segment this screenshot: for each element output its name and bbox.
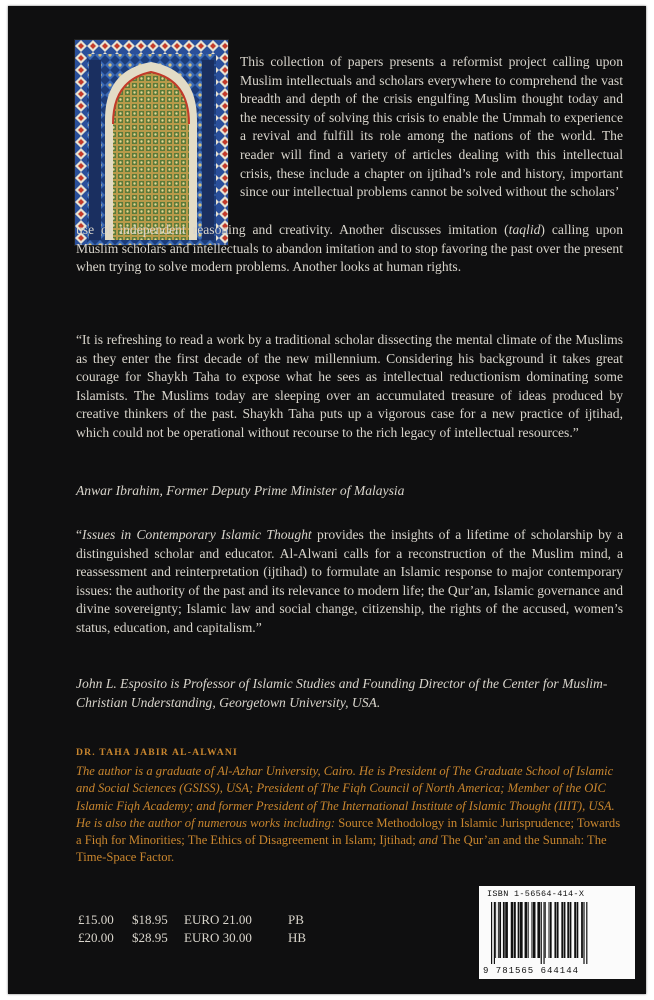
price-euro: EURO 21.00 xyxy=(184,912,252,927)
quote-text: provides the insights of a lifetime of scholarship by a distinguished scholar and educator. Al-Alwani calls for a reconstruction of the Muslim mind, a reassessment and reinterpretation (ijtihad) to formulate an Islamic response to major contemporary issues: the authority of the past and its relevance to modern life; the Qur’an, Islamic governance and divine sovereignty; Islamic law and social change, citizenship, the rights of the accused, women’s status, education, and capitalism.” xyxy=(76,527,623,635)
isbn-barcode xyxy=(479,886,635,979)
endorsement-quote-ibrahim: “It is refreshing to read a work by a traditional scholar dissecting the mental climate of the Muslims as they enter the first decade of the new millennium. Considering his background it takes great courage for Shaykh Taha to expose what he sees as intellectual reductionism dominating some Islamists. The Muslims today are sleeping over an accumulated treasure of ideas produced by creative thinkers of the past. Shaykh Taha puts up a vigorous case for a new practice of ijtihad, which could not be operational without recourse to the rich legacy of intellectual resources.” xyxy=(76,332,623,440)
book-title: Issues in Contemporary Islamic Thought xyxy=(82,527,312,542)
intro-paragraph-beside-image: This collection of papers presents a reformist project calling upon Muslim intellectuals and scholars everywhere to comprehend the vast breadth and depth of the crisis engulfing Muslim thought today and the necessity of solving this crisis to enable the Ummah to experience a revival and fulfill its role among the nations of the world. The reader will find a variety of articles dealing with this intellectual crisis, these include a chapter on ijtihad’s role and history, important since our intellectual problems cannot be solved without the scholars’ xyxy=(240,54,623,200)
isbn-number: 9 781565 644144 xyxy=(483,966,580,976)
endorsement-quote-esposito xyxy=(76,526,623,638)
price-gbp: £20.00 xyxy=(78,930,114,945)
endorsement-attribution-esposito: John L. Esposito is Professor of Islamic Studies and Founding Director of the Center for Muslim-Christian Understanding, Georgetown University, USA. xyxy=(76,676,608,710)
endorsement-attribution-ibrahim: Anwar Ibrahim, Former Deputy Prime Minister of Malaysia xyxy=(76,483,405,498)
isbn-label: ISBN 1-56564-414-X xyxy=(487,889,585,899)
barcode-bars-icon xyxy=(487,902,627,964)
bio-works-2: The Qur’an and the Sunnah: The Time-Space Factor. xyxy=(76,833,607,865)
intro-text-b: ) calling upon Muslim scholars and intellectuals to abandon imitation and to stop favoring the past over the present when trying to solve modern problems. Another looks at human rights. xyxy=(76,222,623,275)
price-row-hb xyxy=(78,929,318,947)
author-bio xyxy=(76,763,624,867)
taqlid-term: taqlid xyxy=(508,222,541,237)
mosque-tilework-image xyxy=(74,39,229,246)
price-usd: $18.95 xyxy=(132,912,168,927)
price-format: HB xyxy=(288,930,307,945)
back-cover xyxy=(8,6,646,994)
bio-works-1: Source Methodology in Islamic Jurisprudence; Towards a Fiqh for Minorities; The Ethics of Disagreement in Islam; Ijtihad; xyxy=(76,815,621,848)
bio-and: and xyxy=(415,833,441,848)
price-euro: EURO 30.00 xyxy=(184,930,252,945)
price-row-pb xyxy=(78,911,318,929)
mosque-tile-facade-icon xyxy=(75,40,228,245)
price-format: PB xyxy=(288,912,304,927)
price-gbp: £15.00 xyxy=(78,912,114,927)
bio-text: The author is a graduate of Al-Azhar University, Cairo. He is President of The Graduate School of Islamic and Social Sciences (GSISS), USA; President of The Fiqh Council of North America; Member of the OIC Islamic Fiqh Academy; and former President of The International Institute of Islamic Thought (IIIT), USA. He is also the author of numerous works including: xyxy=(76,764,615,830)
intro-text-a: use of independent reasoning and creativity. Another discusses imitation ( xyxy=(76,222,509,237)
price-list xyxy=(78,911,318,947)
author-heading: DR. TAHA JABIR AL-ALWANI xyxy=(76,747,238,758)
open-quote: “ xyxy=(76,527,83,542)
price-usd: $28.95 xyxy=(132,930,168,945)
intro-paragraph-below-image xyxy=(76,221,623,277)
